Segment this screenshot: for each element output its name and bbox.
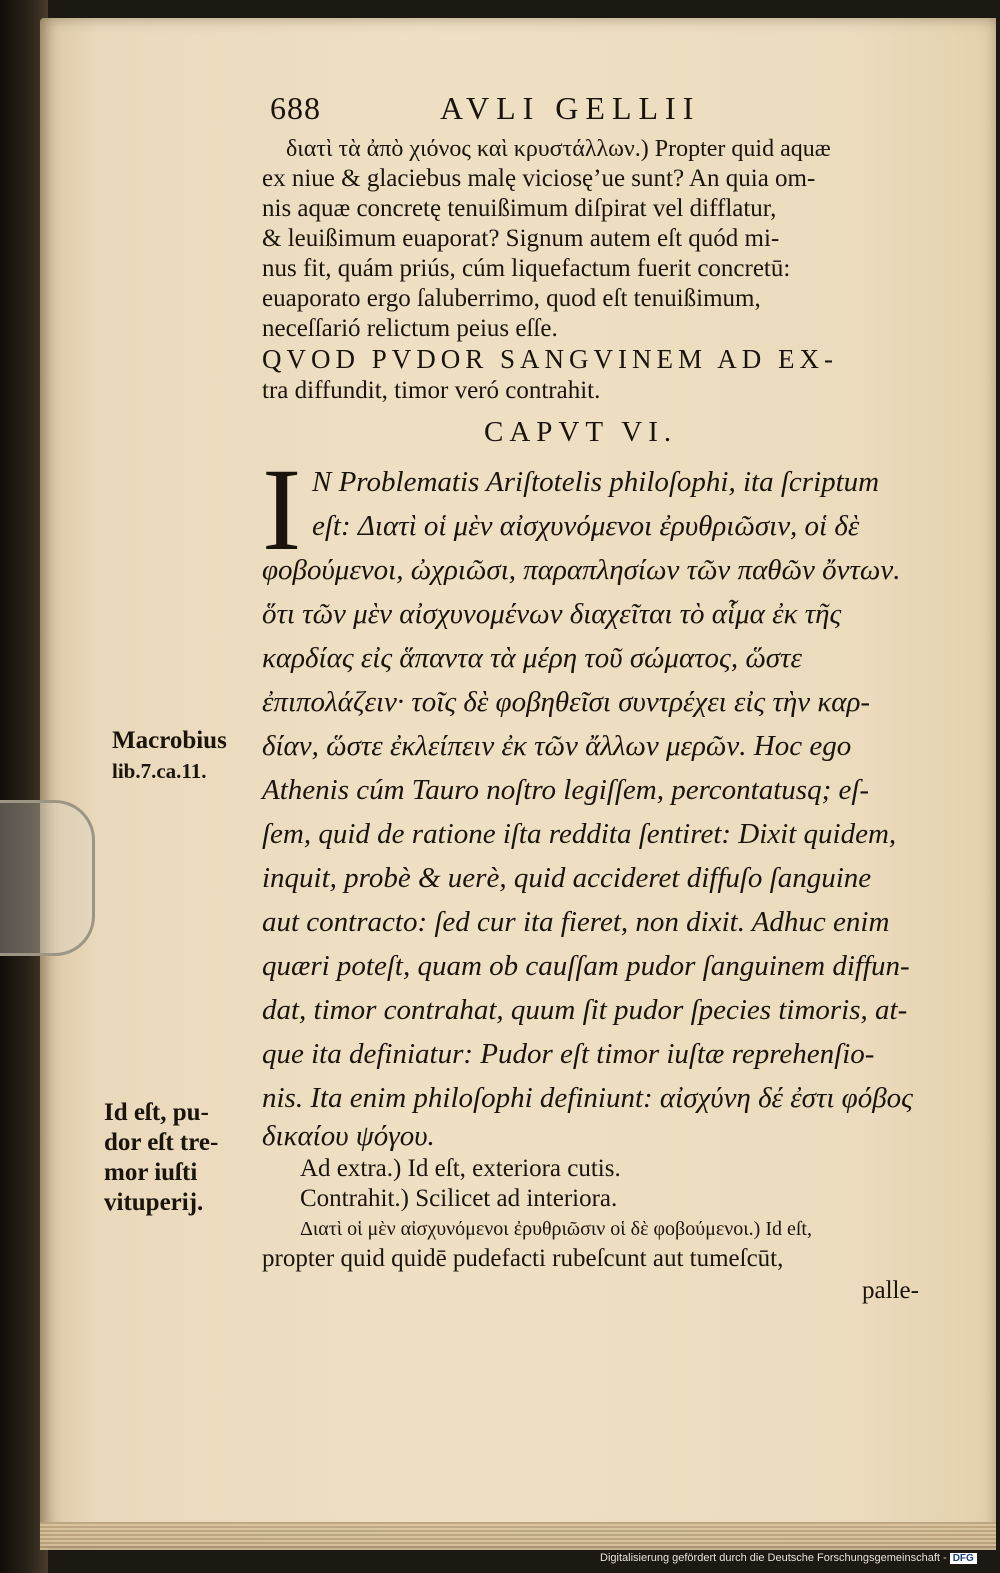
main-line: eſt: Διατὶ οἱ μὲν αἰσχυνόμενοι ἐρυθριῶσιν, οἱ δὲ	[312, 510, 860, 542]
main-line: que ita definiatur: Pudor eſt timor iuſtæ reprehenſio-	[262, 1038, 875, 1070]
main-line: δικαίου ψόγου.	[262, 1120, 435, 1152]
catchword: palle-	[862, 1277, 919, 1304]
margin-note-macrobius: Macrobius	[112, 727, 227, 754]
drop-cap: I	[262, 444, 302, 575]
main-line: ἐπιπολάζειν· τοῖς δὲ φοβηθεῖσι συντρέχει εἰς τὴν καρ-	[262, 686, 871, 718]
margin-note-id-est: Id eſt, pu-	[104, 1099, 209, 1126]
caput-title: CAPVT VI.	[484, 416, 678, 448]
margin-note-id-est: mor iuſti	[104, 1159, 198, 1186]
main-line: nis. Ita enim philoſophi definiunt: αἰσχύνη δέ ἐστι φόβος	[262, 1082, 913, 1114]
intro-line: nis aquæ concretę tenuißimum diſpirat vel difflatur,	[262, 195, 777, 222]
intro-line: ex niue & glaciebus malę viciosę’ue sunt? An quia om-	[262, 165, 816, 192]
page-clip	[0, 800, 95, 956]
intro-line: & leuißimum euaporat? Signum autem eſt quód mi-	[262, 225, 780, 252]
page-number: 688	[270, 90, 321, 126]
main-line: ὅτι τῶν μὲν αἰσχυνομένων διαχεῖται τὸ αἷμα ἐκ τῆς	[262, 598, 842, 630]
main-line: inquit, probè & uerè, quid accideret diffuſo ſanguine	[262, 862, 872, 894]
intro-line: neceſſarió relictum peius eſſe.	[262, 315, 558, 342]
intro-line: euaporato ergo ſaluberrimo, quod eſt tenuißimum,	[262, 285, 761, 312]
running-title: AVLI GELLII	[440, 90, 701, 126]
digitization-footer	[600, 1552, 977, 1564]
main-line: δίαν, ὥστε ἐκλείπειν ἐκ τῶν ἄλλων μερῶν. Hoc ego	[262, 730, 852, 762]
main-line: dat, timor contrahat, quum ſit pudor ſpecies timoris, at-	[262, 994, 908, 1026]
main-line: quæri poteſt, quam ob cauſſam pudor ſanguinem diffun-	[262, 950, 910, 982]
note-line: Ad extra.) Id eſt, exteriora cutis.	[300, 1155, 621, 1182]
main-line: Athenis cúm Tauro noſtro legiſſem, percontatusq; eſ-	[262, 774, 870, 806]
note-line: propter quid quidē pudefacti rubeſcunt aut tumeſcūt,	[262, 1245, 784, 1272]
main-line: καρδίας εἰς ἅπαντα τὰ μέρη τοῦ σώματος, ὥστε	[262, 642, 802, 674]
main-line: N Problematis Ariſtotelis philoſophi, ita ſcriptum	[312, 466, 880, 498]
note-line: Διατὶ οἱ μὲν αἰσχυνόμενοι ἐρυθριῶσιν οἱ δὲ φοβούμενοι.) Id eſt,	[300, 1218, 812, 1240]
main-line: φοβούμενοι, ὠχριῶσι, παραπλησίων τῶν παθῶν ὄντων.	[262, 554, 901, 586]
margin-note-macrobius: lib.7.ca.11.	[112, 759, 207, 783]
chapter-heading-line: QVOD PVDOR SANGVINEM AD EX-	[262, 344, 839, 374]
margin-note-id-est: dor eſt tre-	[104, 1129, 219, 1156]
footer-text: Digitalisierung gefördert durch die Deutsche Forschungsgemeinschaft -	[600, 1552, 947, 1564]
chapter-heading-line: tra diffundit, timor veró contrahit.	[262, 377, 601, 404]
intro-line: διατὶ τὰ ἀπὸ χιόνος καὶ κρυστάλλων.) Propter quid aquæ	[286, 136, 831, 162]
page-stack-edge	[40, 1522, 996, 1550]
dfg-logo: DFG	[950, 1553, 977, 1564]
note-line: Contrahit.) Scilicet ad interiora.	[300, 1185, 618, 1212]
main-line: ſem, quid de ratione iſta reddita ſentiret: Dixit quidem,	[262, 818, 897, 850]
main-line: aut contracto: ſed cur ita fieret, non dixit. Adhuc enim	[262, 906, 890, 938]
intro-line: nus fit, quám priús, cúm liquefactum fuerit concretū:	[262, 255, 791, 282]
margin-note-id-est: vituperij.	[104, 1189, 204, 1216]
